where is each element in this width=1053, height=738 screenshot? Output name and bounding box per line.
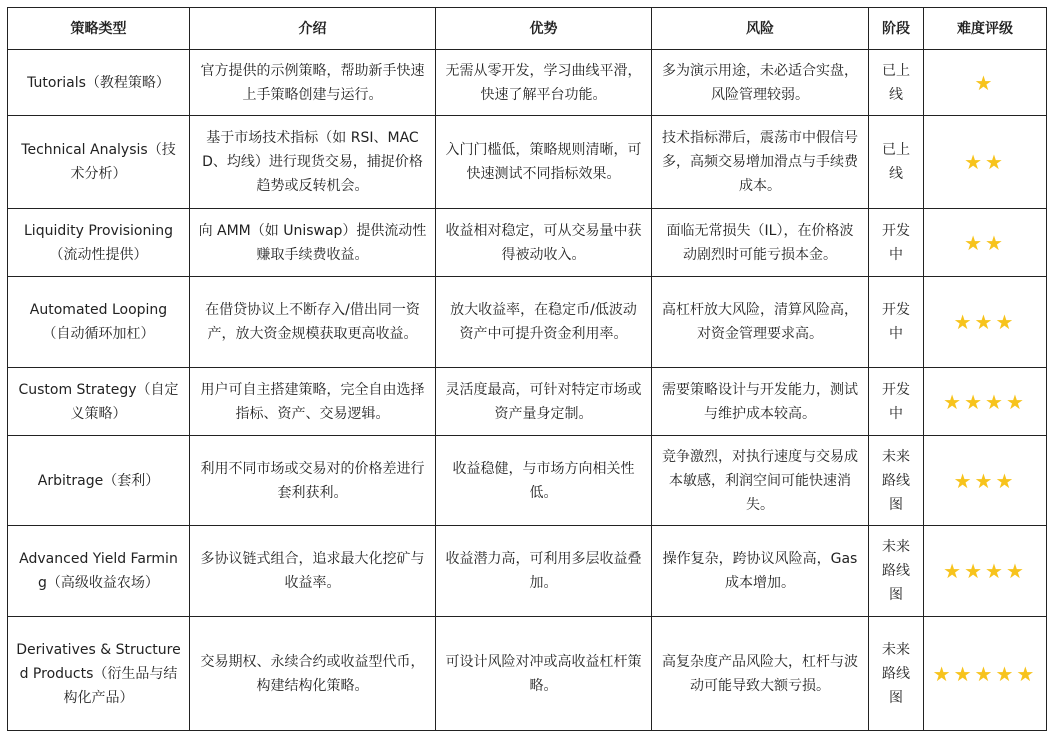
strategy-type-cell: Advanced Yield Farming（高级收益农场） [8, 526, 190, 617]
stage-cell: 已上线 [869, 50, 924, 116]
strategy-type-cell: Derivatives & Structured Products（衍生品与结构化产品） [8, 617, 190, 731]
risk-cell: 面临无常损失（IL），在价格波动剧烈时可能亏损本金。 [652, 209, 869, 277]
star-icon: ★ [1016, 661, 1038, 686]
star-icon: ★ [985, 150, 1006, 174]
table-row [8, 368, 1047, 436]
star-icon: ★ [932, 661, 954, 686]
stage-cell: 未来路线图 [869, 526, 924, 617]
star-icon: ★ [953, 468, 975, 493]
strategy-table [7, 7, 1047, 731]
advantage-cell: 可设计风险对冲或高收益杠杆策略。 [436, 617, 652, 731]
header-stage: 阶段 [869, 8, 924, 50]
header-difficulty: 难度评级 [924, 8, 1047, 50]
advantage-cell: 收益相对稳定，可从交易量中获得被动收入。 [436, 209, 652, 277]
stage-cell: 开发中 [869, 209, 924, 277]
difficulty-rating [924, 368, 1047, 436]
advantage-cell: 收益潜力高，可利用多层收益叠加。 [436, 526, 652, 617]
table-row [8, 209, 1047, 277]
header-advantage: 优势 [436, 8, 652, 50]
star-icon: ★ [995, 468, 1017, 493]
table-row [8, 436, 1047, 526]
table-row [8, 50, 1047, 116]
table-row [8, 277, 1047, 368]
intro-cell: 基于市场技术指标（如 RSI、MACD、均线）进行现货交易，捕捉价格趋势或反转机会。 [190, 116, 436, 209]
table-row [8, 617, 1047, 731]
star-icon: ★ [964, 150, 985, 174]
advantage-cell: 放大收益率，在稳定币/低波动资产中可提升资金利用率。 [436, 277, 652, 368]
advantage-cell: 收益稳健，与市场方向相关性低。 [436, 436, 652, 526]
star-icon: ★ [1005, 559, 1027, 583]
advantage-cell: 入门门槛低，策略规则清晰，可快速测试不同指标效果。 [436, 116, 652, 209]
risk-cell: 需要策略设计与开发能力，测试与维护成本较高。 [652, 368, 869, 436]
difficulty-rating [924, 116, 1047, 209]
star-icon: ★ [974, 310, 996, 334]
intro-cell: 利用不同市场或交易对的价格差进行套利获利。 [190, 436, 436, 526]
difficulty-rating [924, 617, 1047, 731]
intro-cell: 用户可自主搭建策略，完全自由选择指标、资产、交易逻辑。 [190, 368, 436, 436]
stage-cell: 未来路线图 [869, 617, 924, 731]
strategy-type-cell: Tutorials（教程策略） [8, 50, 190, 116]
advantage-cell: 无需从零开发，学习曲线平滑，快速了解平台功能。 [436, 50, 652, 116]
header-type: 策略类型 [8, 8, 190, 50]
intro-cell: 官方提供的示例策略，帮助新手快速上手策略创建与运行。 [190, 50, 436, 116]
risk-cell: 高复杂度产品风险大，杠杆与波动可能导致大额亏损。 [652, 617, 869, 731]
difficulty-rating [924, 436, 1047, 526]
star-icon: ★ [974, 661, 996, 686]
star-icon: ★ [953, 310, 975, 334]
star-icon: ★ [974, 70, 996, 95]
intro-cell: 多协议链式组合，追求最大化挖矿与收益率。 [190, 526, 436, 617]
star-icon: ★ [985, 230, 1006, 255]
risk-cell: 操作复杂，跨协议风险高，Gas 成本增加。 [652, 526, 869, 617]
difficulty-rating [924, 209, 1047, 277]
intro-cell: 在借贷协议上不断存入/借出同一资产，放大资金规模获取更高收益。 [190, 277, 436, 368]
header-intro: 介绍 [190, 8, 436, 50]
strategy-type-cell: Technical Analysis（技术分析） [8, 116, 190, 209]
risk-cell: 高杠杆放大风险，清算风险高，对资金管理要求高。 [652, 277, 869, 368]
star-icon: ★ [943, 389, 965, 414]
strategy-type-cell: Automated Looping（自动循环加杠） [8, 277, 190, 368]
star-icon: ★ [1005, 389, 1027, 414]
risk-cell: 技术指标滞后，震荡市中假信号多，高频交易增加滑点与手续费成本。 [652, 116, 869, 209]
star-icon: ★ [964, 230, 985, 255]
stage-cell: 已上线 [869, 116, 924, 209]
star-icon: ★ [953, 661, 975, 686]
difficulty-rating [924, 526, 1047, 617]
stage-cell: 未来路线图 [869, 436, 924, 526]
star-icon: ★ [995, 310, 1017, 334]
star-icon: ★ [985, 559, 1006, 583]
star-icon: ★ [985, 389, 1006, 414]
strategy-type-cell: Liquidity Provisioning（流动性提供） [8, 209, 190, 277]
table-row [8, 116, 1047, 209]
stage-cell: 开发中 [869, 368, 924, 436]
difficulty-rating [924, 50, 1047, 116]
intro-cell: 交易期权、永续合约或收益型代币，构建结构化策略。 [190, 617, 436, 731]
stage-cell: 开发中 [869, 277, 924, 368]
strategy-type-cell: Custom Strategy（自定义策略） [8, 368, 190, 436]
risk-cell: 竞争激烈，对执行速度与交易成本敏感，利润空间可能快速消失。 [652, 436, 869, 526]
strategy-type-cell: Arbitrage（套利） [8, 436, 190, 526]
star-icon: ★ [943, 559, 965, 583]
difficulty-rating [924, 277, 1047, 368]
table-row [8, 526, 1047, 617]
star-icon: ★ [964, 559, 985, 583]
star-icon: ★ [974, 468, 996, 493]
intro-cell: 向 AMM（如 Uniswap）提供流动性赚取手续费收益。 [190, 209, 436, 277]
advantage-cell: 灵活度最高，可针对特定市场或资产量身定制。 [436, 368, 652, 436]
header-row [8, 8, 1047, 50]
risk-cell: 多为演示用途，未必适合实盘，风险管理较弱。 [652, 50, 869, 116]
star-icon: ★ [995, 661, 1017, 686]
header-risk: 风险 [652, 8, 869, 50]
star-icon: ★ [964, 389, 985, 414]
